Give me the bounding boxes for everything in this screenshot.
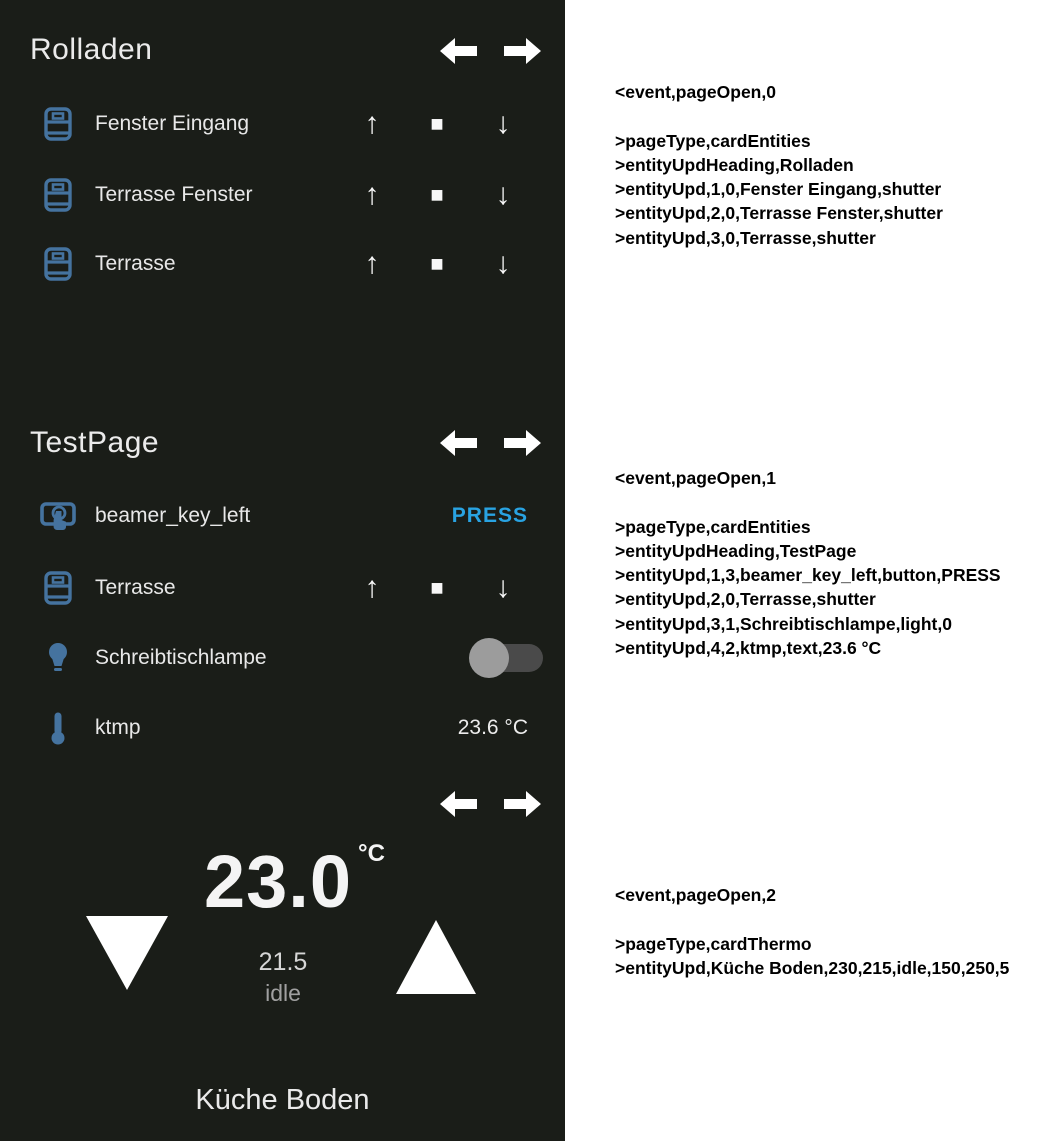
lightbulb-icon bbox=[40, 642, 76, 674]
light-toggle-off[interactable] bbox=[469, 638, 545, 678]
log-line: >entityUpd,2,0,Terrasse Fenster,shutter bbox=[615, 203, 943, 224]
shutter-icon bbox=[40, 247, 76, 281]
entity-label: Terrasse Fenster bbox=[95, 183, 253, 206]
log-gap bbox=[615, 907, 1043, 931]
shutter-down-button[interactable]: ↓ bbox=[495, 178, 511, 211]
log-gap bbox=[615, 104, 1043, 128]
current-temperature: 23.0 bbox=[204, 840, 353, 923]
thermometer-icon bbox=[40, 711, 76, 745]
shutter-icon bbox=[40, 178, 76, 212]
log-line: >pageType,cardEntities bbox=[615, 130, 811, 151]
shutter-stop-button[interactable]: ■ bbox=[430, 111, 444, 136]
log-line: <event,pageOpen,2 bbox=[615, 885, 776, 905]
log-line: >entityUpd,Küche Boden,230,215,idle,150,250,5 bbox=[615, 957, 1010, 978]
entity-row-ktmp bbox=[0, 706, 565, 750]
prev-page-button[interactable] bbox=[440, 429, 477, 457]
press-button[interactable]: PRESS bbox=[451, 504, 528, 527]
shutter-icon bbox=[40, 107, 76, 141]
sensor-value: 23.6 °C bbox=[457, 716, 528, 739]
log-block-page2 bbox=[615, 883, 1043, 980]
log-line: >entityUpd,3,1,Schreibtischlampe,light,0 bbox=[615, 613, 952, 634]
temp-down-button[interactable] bbox=[86, 916, 168, 990]
entity-row-beamer-key-left bbox=[0, 494, 565, 538]
entity-row-fenster-eingang bbox=[0, 102, 565, 146]
shutter-up-button[interactable]: ↑ bbox=[364, 571, 380, 604]
log-line: >pageType,cardEntities bbox=[615, 516, 811, 537]
thermostat-name: Küche Boden bbox=[195, 1084, 370, 1116]
toggle-knob bbox=[469, 638, 509, 678]
log-line: >entityUpdHeading,TestPage bbox=[615, 540, 857, 561]
log-line: >entityUpdHeading,Rolladen bbox=[615, 154, 854, 175]
next-page-button[interactable] bbox=[504, 37, 541, 65]
entity-label: Fenster Eingang bbox=[95, 112, 250, 135]
shutter-stop-button[interactable]: ■ bbox=[430, 182, 444, 207]
entity-row-schreibtischlampe bbox=[0, 636, 565, 680]
log-line: >entityUpd,4,2,ktmp,text,23.6 °C bbox=[615, 638, 882, 659]
log-line: >pageType,cardThermo bbox=[615, 933, 812, 954]
entity-row-terrasse bbox=[0, 242, 565, 286]
page-nav-testpage bbox=[440, 429, 541, 457]
log-line: >entityUpd,1,3,beamer_key_left,button,PRESS bbox=[615, 565, 1001, 586]
temp-up-button[interactable] bbox=[396, 920, 476, 994]
page-nav-thermo bbox=[440, 790, 541, 818]
page-title-testpage: TestPage bbox=[30, 426, 160, 459]
hvac-state: idle bbox=[265, 980, 301, 1006]
shutter-stop-button[interactable]: ■ bbox=[430, 251, 444, 276]
log-block-page0 bbox=[615, 80, 1043, 250]
page-title-rolladen: Rolladen bbox=[30, 33, 153, 66]
target-temperature: 21.5 bbox=[258, 948, 308, 976]
entity-label: beamer_key_left bbox=[95, 504, 251, 527]
entity-label: Terrasse bbox=[95, 576, 176, 599]
log-line: <event,pageOpen,0 bbox=[615, 82, 776, 102]
page-nav-rolladen bbox=[440, 37, 541, 65]
shutter-icon bbox=[40, 571, 76, 605]
log-line: >entityUpd,3,0,Terrasse,shutter bbox=[615, 227, 876, 248]
temperature-unit: °C bbox=[358, 840, 385, 867]
entity-row-terrasse-fenster bbox=[0, 173, 565, 217]
entity-label: Schreibtischlampe bbox=[95, 646, 267, 669]
shutter-stop-button[interactable]: ■ bbox=[430, 575, 444, 600]
shutter-down-button[interactable]: ↓ bbox=[495, 571, 511, 604]
log-line: >entityUpd,2,0,Terrasse,shutter bbox=[615, 589, 876, 610]
entity-label: ktmp bbox=[95, 716, 141, 739]
entity-label: Terrasse bbox=[95, 252, 176, 275]
shutter-down-button[interactable]: ↓ bbox=[495, 247, 511, 280]
log-gap bbox=[615, 490, 1043, 514]
log-line: <event,pageOpen,1 bbox=[615, 468, 776, 488]
shutter-up-button[interactable]: ↑ bbox=[364, 178, 380, 211]
prev-page-button[interactable] bbox=[440, 37, 477, 65]
log-line: >entityUpd,1,0,Fenster Eingang,shutter bbox=[615, 179, 942, 200]
shutter-up-button[interactable]: ↑ bbox=[364, 107, 380, 140]
shutter-down-button[interactable]: ↓ bbox=[495, 107, 511, 140]
entity-row-terrasse-2 bbox=[0, 566, 565, 610]
shutter-up-button[interactable]: ↑ bbox=[364, 247, 380, 280]
gesture-tap-button-icon bbox=[40, 498, 76, 534]
next-page-button[interactable] bbox=[504, 790, 541, 818]
next-page-button[interactable] bbox=[504, 429, 541, 457]
prev-page-button[interactable] bbox=[440, 790, 477, 818]
log-block-page1 bbox=[615, 466, 1043, 660]
